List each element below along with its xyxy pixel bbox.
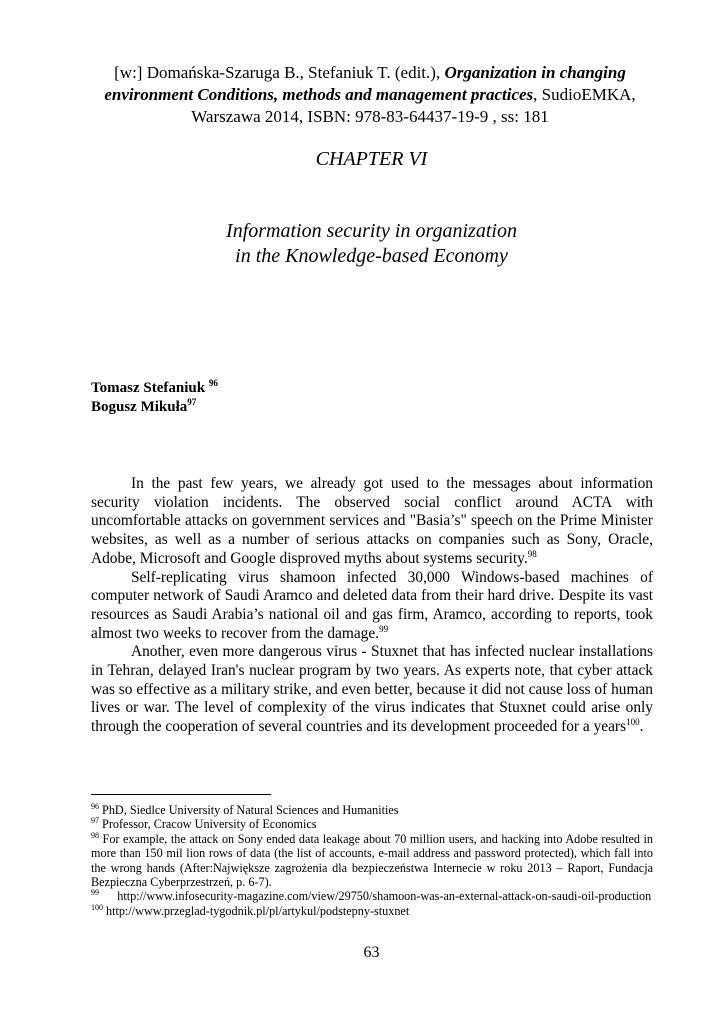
author-1: Tomasz Stefaniuk $^{96}$ (91, 378, 218, 396)
paragraph-1: In the past few years, we already got used to the messages about information security violation incidents. The observed social conflict around ACTA with uncomfortable attacks on government services and "Basia’s" speech on the Prime Minister websites, as well as a number of serious attacks on companies such as Sony, Oracle, Adobe, Microsoft and Google disproved myths about systems security.$^{98}$ (91, 475, 653, 567)
citation-prefix: [w:] Domańska-Szaruga B., Stefaniuk T. (edit.), (114, 63, 445, 82)
author-2: Bogusz Mikuła$^{97}$ (91, 397, 197, 415)
book-title: Organization in changing environment Conditions, methods and management practices (104, 63, 626, 104)
footnote-ref[interactable]: 99 (379, 623, 389, 634)
paragraph-3: Another, even more dangerous virus - Stuxnet that has infected nuclear installations in Tehran, delayed Iran's nuclear program by two years. As experts note, that cyber attack was so effective as a military strike, and even better, because it did not cause loss of human lives or war. The level of complexity of the virus indicates that Stuxnet could arise only through the cooperation of several countries and its development proceeded for a years$^{100}$. (91, 643, 653, 736)
chapter-title-line-2: in the Knowledge-based Economy (235, 245, 508, 267)
footnote-ref[interactable]: 100 (626, 717, 640, 728)
footnote-separator (91, 794, 271, 795)
chapter-heading: CHAPTER VI (315, 148, 428, 170)
footnotes (91, 803, 653, 918)
page-number: 63 (363, 944, 380, 961)
body-text (91, 475, 653, 737)
footnote-ref[interactable]: 98 (527, 548, 537, 559)
authors (91, 379, 218, 417)
footnote-link[interactable]: http://www.infosecurity-magazine.com/view/29750/shamoon-was-an-external-attack-on-saudi-oil-production (117, 889, 652, 904)
paragraph-2: Self-replicating virus shamoon infected 30,000 Windows-based machines of computer network of Saudi Aramco and deleted data from their hard drive. Despite its vast resources as Saudi Arabia’s national oil and gas firm, Aramco, according to reports, took almost two weeks to recover from the damage.$^{99}$ (91, 568, 653, 642)
footnote-99: $^{99}$ http://www.infosecurity-magazine.com/view/29750/shamoon-was-an-external-attack-on-saudi-oil-production (91, 888, 652, 904)
footnote-96: $^{96}$ PhD, Siedlce University of Natural Sciences and Humanities (91, 801, 399, 817)
footnote-97: $^{97}$ Professor, Cracow University of Economics (91, 816, 317, 832)
citation-header (70, 62, 670, 128)
chapter-title-line-1: Information security in organization (226, 220, 517, 242)
footnote-100: $^{100}$ http://www.przeglad-tygodnik.pl/pl/artykul/podstepny-stuxnet (91, 902, 410, 918)
footnote-link[interactable]: http://www.przeglad-tygodnik.pl/pl/artykul/podstepny-stuxnet (106, 903, 410, 918)
footnote-ref[interactable]: 97 (187, 397, 197, 407)
footnote-ref[interactable]: 96 (208, 378, 218, 388)
footnote-98: $^{98}$ For example, the attack on Sony ended data leakage about 70 million users, and hacking into Adobe resulted in more than 150 mil lion rows of data (the list of accounts, e-mail address and password protected), which fall into the wrong hands (After:Największe zagrożenia dla bezpieczeństwa Internecie w roku 2013 – Raport, Fundacja Bezpieczna Cyberprzestrzeń, p. 6-7). (91, 830, 654, 890)
chapter-title (0, 219, 725, 269)
citation-suffix: , SudioEMKA, Warszawa 2014, ISBN: 978-83-64437-19-9 , ss: 181 (191, 85, 636, 126)
